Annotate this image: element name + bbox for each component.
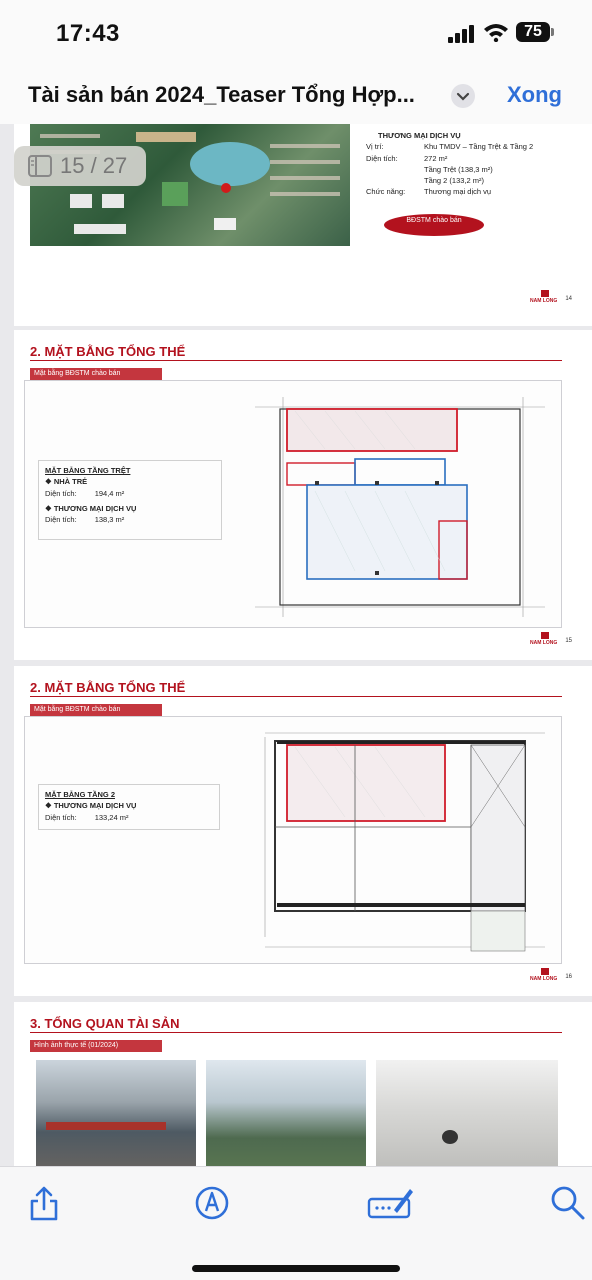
nam-long-logo: NAM LONG <box>530 290 560 304</box>
wifi-icon <box>483 22 509 42</box>
section-title: 3. TỔNG QUAN TÀI SẢN <box>30 1016 180 1031</box>
search-icon[interactable] <box>548 1183 588 1223</box>
floor-heading: MẶT BẰNG TẦNG 2 <box>45 790 115 799</box>
section-tag: Mặt bằng BĐSTM chào bán <box>30 368 162 380</box>
sidebar-thumbnails-icon[interactable] <box>28 155 52 177</box>
status-bar <box>0 0 592 68</box>
chevron-down-icon[interactable] <box>451 84 475 108</box>
done-button[interactable]: Xong <box>507 82 562 107</box>
battery-indicator: 75 <box>516 22 550 42</box>
pdf-page-15 <box>14 330 592 660</box>
nav-bar <box>0 68 592 124</box>
site-photo-2 <box>206 1060 366 1166</box>
page-number: 15 <box>565 638 572 644</box>
info-row: Tầng 2 (133,2 m²) <box>424 176 485 185</box>
page-indicator-text: 15 / 27 <box>60 153 128 178</box>
share-icon[interactable] <box>24 1183 64 1223</box>
signature-icon[interactable] <box>366 1183 414 1223</box>
pdf-viewport[interactable] <box>0 124 592 1166</box>
item-heading: ❖ THƯƠNG MẠI DỊCH VỤ <box>45 801 137 811</box>
document-title[interactable]: Tài sản bán 2024_Teaser Tổng Hợp... <box>28 82 415 107</box>
info-row: Vị trí: Khu TMDV – Tầng Trệt & Tầng 2 <box>366 142 534 152</box>
title-rule <box>30 360 562 361</box>
page-indicator <box>14 146 146 186</box>
cellular-signal-icon <box>448 25 476 43</box>
section-title: 2. MẶT BẰNG TỔNG THỂ <box>30 680 186 695</box>
pdf-page-16 <box>14 666 592 996</box>
item-heading: ❖ THƯƠNG MẠI DỊCH VỤ <box>45 503 137 513</box>
ground-floor-info <box>38 460 222 540</box>
area-row: Diện tích: 133,24 m² <box>45 812 129 822</box>
nam-long-logo: NAM LONG <box>530 968 560 982</box>
info-row: Tầng Trệt (138,3 m²) <box>424 164 493 174</box>
title-rule <box>30 1032 562 1033</box>
info-row: Diện tích: 272 m² <box>366 153 448 163</box>
status-time: 17:43 <box>56 20 120 47</box>
markup-pen-icon[interactable] <box>192 1183 232 1223</box>
section-tag: Hình ảnh thực tế (01/2024) <box>30 1040 162 1052</box>
floor-heading: MẶT BẰNG TẦNG TRỆT <box>45 466 131 475</box>
home-indicator <box>192 1265 400 1272</box>
site-photo-1 <box>36 1060 196 1166</box>
page14-info-box <box>360 126 556 266</box>
pdf-page-17 <box>14 1002 592 1166</box>
title-rule <box>30 696 562 697</box>
bottom-toolbar <box>0 1166 592 1280</box>
section-tag: Mặt bằng BĐSTM chào bán <box>30 704 162 716</box>
page-number: 16 <box>565 974 572 980</box>
area-row: Diện tích: 194,4 m² <box>45 488 125 498</box>
site-photo-3 <box>376 1060 558 1166</box>
nam-long-logo: NAM LONG <box>530 632 560 646</box>
area-row: Diện tích: 138,3 m² <box>45 515 125 524</box>
second-floor-info <box>38 784 220 830</box>
info-row: Chức năng: Thương mại dịch vụ <box>366 187 492 197</box>
page14-heading: THƯƠNG MẠI DỊCH VỤ <box>378 131 461 140</box>
second-floor-plan <box>24 716 562 964</box>
page-number: 14 <box>565 296 572 302</box>
section-title: 2. MẶT BẰNG TỔNG THỂ <box>30 344 186 359</box>
bdstm-callout: BĐSTM chào bán <box>384 214 484 236</box>
item-heading: ❖ NHÀ TRẺ <box>45 477 88 487</box>
